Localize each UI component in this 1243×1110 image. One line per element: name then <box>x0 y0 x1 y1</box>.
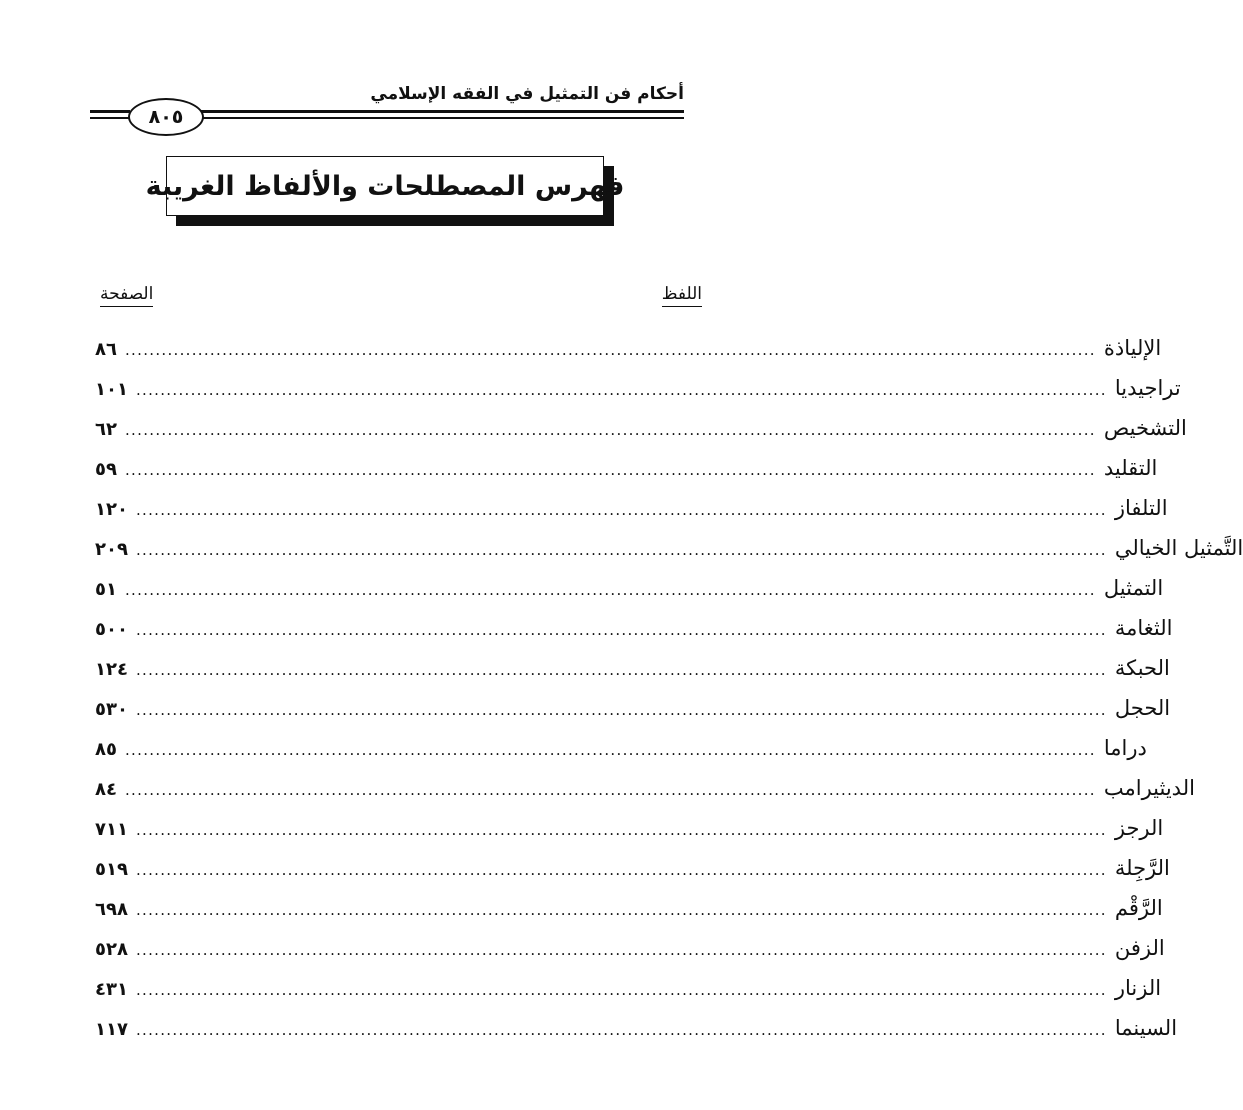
dot-leader: ................................................................................................................................................................ <box>124 421 1096 439</box>
entry-page-number: ١٠١ <box>95 379 128 400</box>
index-title: فهرس المصطلحات والألفاظ الغريبة <box>145 170 625 202</box>
dot-leader: ................................................................................................................................................................ <box>135 861 1107 879</box>
entry-page-number: ٥٣٠ <box>95 699 128 720</box>
entry-term: الإلياذة <box>1103 336 1162 360</box>
entry-page-number: ٤٣١ <box>95 979 128 1000</box>
index-entry <box>95 776 1195 806</box>
dot-leader: ................................................................................................................................................................ <box>124 741 1096 759</box>
term-column-heading: اللفظ <box>662 284 702 307</box>
entry-term: الرَّجِلة <box>1114 856 1170 880</box>
dot-leader: ................................................................................................................................................................ <box>135 501 1107 519</box>
entry-page-number: ٢٠٩ <box>95 539 128 560</box>
entry-page-number: ٨٦ <box>95 339 117 360</box>
entry-term: الثغامة <box>1114 616 1173 640</box>
index-entry <box>95 336 1162 366</box>
index-entry <box>95 856 1170 886</box>
index-entry <box>95 616 1173 646</box>
index-entry <box>95 376 1181 406</box>
entry-page-number: ١١٧ <box>95 1019 128 1040</box>
index-entry <box>95 576 1164 606</box>
dot-leader: ................................................................................................................................................................ <box>135 621 1107 639</box>
entry-term: السينما <box>1114 1016 1178 1040</box>
title-box <box>145 156 625 216</box>
entry-term: التشخيص <box>1103 416 1187 440</box>
dot-leader: ................................................................................................................................................................ <box>135 381 1107 399</box>
dot-leader: ................................................................................................................................................................ <box>135 901 1107 919</box>
index-entry <box>95 456 1158 486</box>
entry-page-number: ٥٢٨ <box>95 939 128 960</box>
dot-leader: ................................................................................................................................................................ <box>124 341 1096 359</box>
entry-term: التَّمثيل الخيالي <box>1114 536 1243 560</box>
index-entry <box>95 816 1164 846</box>
header-rule-left-lower <box>90 117 130 119</box>
header-rule-right-lower <box>196 117 684 119</box>
entry-page-number: ١٢٠ <box>95 499 128 520</box>
entry-term: التمثيل <box>1103 576 1164 600</box>
dot-leader: ................................................................................................................................................................ <box>124 461 1096 479</box>
index-entry <box>95 536 1243 566</box>
entry-term: التلفاز <box>1114 496 1168 520</box>
index-entry <box>95 976 1162 1006</box>
entry-page-number: ٥١٩ <box>95 859 128 880</box>
dot-leader: ................................................................................................................................................................ <box>124 581 1096 599</box>
index-entry <box>95 936 1165 966</box>
index-entry <box>95 696 1171 726</box>
entry-term: التقليد <box>1103 456 1158 480</box>
page-column-heading: الصفحة <box>100 284 153 307</box>
entry-page-number: ٥٩ <box>95 459 117 480</box>
entry-term: الحبكة <box>1114 656 1170 680</box>
entry-page-number: ٥١ <box>95 579 117 600</box>
entry-term: الزنار <box>1114 976 1162 1000</box>
entry-page-number: ٨٤ <box>95 779 117 800</box>
entry-term: الرجز <box>1114 816 1164 840</box>
entry-page-number: ٦٩٨ <box>95 899 128 920</box>
dot-leader: ................................................................................................................................................................ <box>135 941 1107 959</box>
index-entry <box>95 656 1170 686</box>
entry-page-number: ٦٢ <box>95 419 117 440</box>
index-entry <box>95 496 1168 526</box>
page-number-badge: ٨٠٥ <box>128 98 204 136</box>
entry-term: الديثيرامب <box>1103 776 1195 800</box>
header-rule-right <box>196 110 684 113</box>
index-entry <box>95 1016 1178 1046</box>
entry-term: الرَّقْم <box>1114 896 1163 920</box>
entry-page-number: ٥٠٠ <box>95 619 128 640</box>
dot-leader: ................................................................................................................................................................ <box>135 661 1107 679</box>
dot-leader: ................................................................................................................................................................ <box>135 701 1107 719</box>
dot-leader: ................................................................................................................................................................ <box>135 981 1107 999</box>
entry-page-number: ١٢٤ <box>95 659 128 680</box>
index-entry <box>95 736 1147 766</box>
index-entry <box>95 896 1163 926</box>
entry-term: الزفن <box>1114 936 1165 960</box>
index-entry <box>95 416 1187 446</box>
dot-leader: ................................................................................................................................................................ <box>124 781 1096 799</box>
entry-term: الحجل <box>1114 696 1171 720</box>
header-rule-left <box>90 110 130 113</box>
entry-page-number: ٨٥ <box>95 739 117 760</box>
entry-term: دراما <box>1103 736 1147 760</box>
dot-leader: ................................................................................................................................................................ <box>135 541 1107 559</box>
running-header-title: أحكام فن التمثيل في الفقه الإسلامي <box>370 84 684 104</box>
entry-page-number: ٧١١ <box>95 819 128 840</box>
entry-term: تراجيديا <box>1114 376 1181 400</box>
dot-leader: ................................................................................................................................................................ <box>135 821 1107 839</box>
dot-leader: ................................................................................................................................................................ <box>135 1021 1107 1039</box>
